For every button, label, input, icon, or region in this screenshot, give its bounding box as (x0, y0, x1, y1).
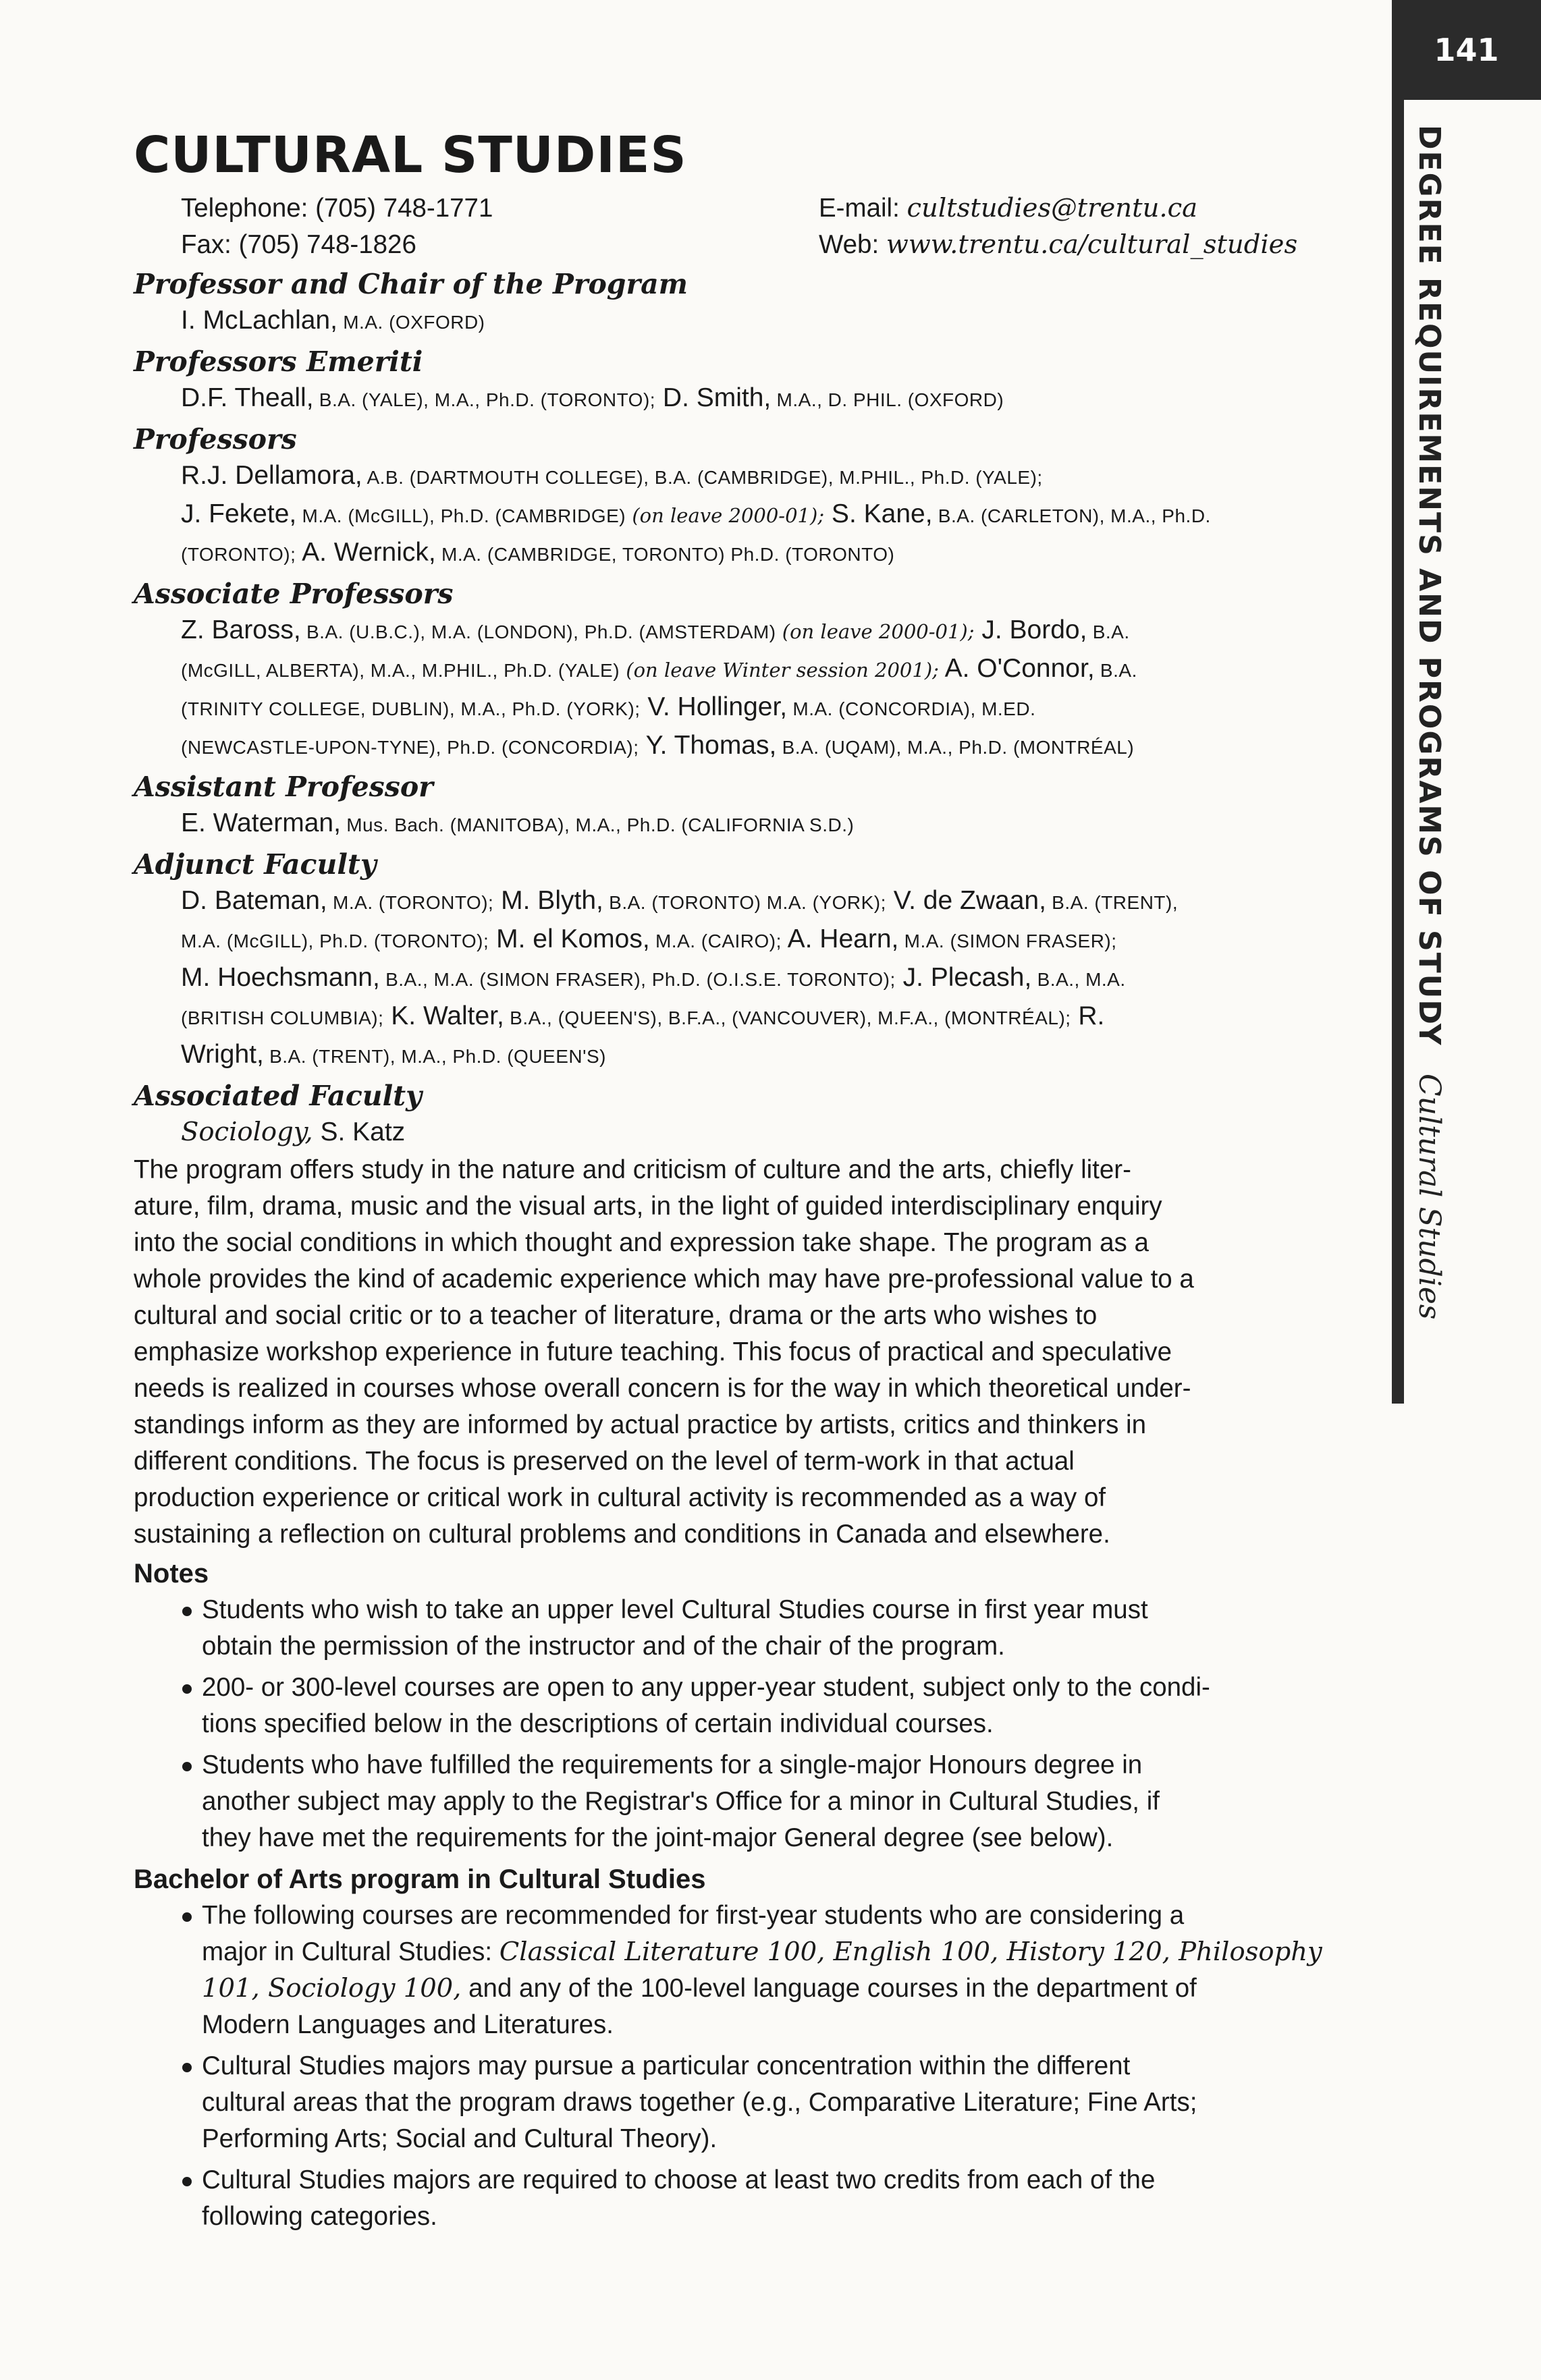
emeriti-heading: Professors Emeriti (134, 345, 423, 378)
text-line: whole provides the kind of academic experience which may have pre-professional value to a (134, 1265, 1194, 1294)
chair-list (134, 302, 1362, 341)
faculty-credentials: B.A. (UQAM), M.A., Ph.D. (MONTRÉAL) (776, 737, 1135, 758)
text-line: obtain the permission of the instructor and of the chair of the program. (202, 1632, 1005, 1661)
faculty-credentials: M.A. (CONCORDIA), M.ED. (787, 698, 1036, 719)
web-line (819, 227, 1409, 263)
faculty-credentials: M.A. (CAIRO); (649, 931, 782, 951)
email-address: cultstudies@trentu.ca (907, 193, 1198, 223)
text-run: and any of the 100-level language courses in the department of (461, 1974, 1197, 2003)
list-item (181, 1747, 1362, 1856)
faculty-credentials: B.A., (QUEEN'S), B.F.A., (VANCOUVER), M.F.A., (MONTRÉAL); (504, 1007, 1071, 1028)
leave-note: (on leave 2000-01); (776, 620, 975, 643)
faculty-line (181, 302, 1362, 341)
faculty-credentials: B.A., M.A. (1031, 969, 1126, 990)
course-list: 101, Sociology 100, (202, 1973, 462, 2003)
professors-list (134, 458, 1362, 573)
text-line: Modern Languages and Literatures. (202, 2010, 614, 2039)
faculty-name: R. (1071, 1001, 1105, 1030)
faculty-credentials: M.A. (McGILL), Ph.D. (TORONTO); (181, 931, 489, 951)
text-line: The following courses are recommended for first-year students who are considering a (202, 1901, 1185, 1930)
text-line: Cultural Studies majors are required to choose at least two credits from each of the (202, 2165, 1156, 2194)
associate-list (134, 612, 1362, 766)
tab-stripe (1392, 100, 1404, 1404)
faculty-credentials: M.A. (TORONTO); (327, 892, 494, 913)
side-tab (1392, 0, 1541, 1404)
faculty-name: Wright, (181, 1040, 264, 1069)
assistant-heading: Assistant Professor (134, 771, 433, 803)
text-line: The program offers study in the nature and criticism of culture and the arts, chiefly liter- (134, 1155, 1131, 1184)
text-line: cultural areas that the program draws together (e.g., Comparative Literature; Fine Arts; (202, 2088, 1197, 2117)
email-label: E-mail: (819, 194, 907, 223)
faculty-name: J. Bordo, (974, 615, 1087, 644)
contact-info (134, 190, 1362, 263)
faculty-credentials: M.A. (SIMON FRASER); (898, 931, 1117, 951)
faculty-credentials: M.A. (McGILL), Ph.D. (CAMBRIDGE) (296, 505, 626, 526)
faculty-credentials: M.A. (OXFORD) (337, 312, 485, 333)
web-label: Web: (819, 230, 886, 259)
faculty-credentials: M.A. (CAMBRIDGE, TORONTO) Ph.D. (TORONTO) (435, 544, 895, 565)
faculty-credentials: (McGILL, ALBERTA), M.A., M.PHIL., Ph.D. (YALE) (181, 660, 620, 681)
text-line: into the social conditions in which thought and expression take shape. The program as a (134, 1228, 1149, 1257)
course-list: Classical Literature 100, English 100, History 120, Philosophy (499, 1937, 1322, 1967)
page-title: CULTURAL STUDIES (134, 126, 687, 184)
faculty-name: Y. Thomas, (639, 731, 777, 760)
faculty-line (181, 458, 1362, 496)
text-line: another subject may apply to the Registrar's Office for a minor in Cultural Studies, if (202, 1787, 1160, 1816)
faculty-name: D. Smith, (655, 383, 772, 412)
text-line: Students who wish to take an upper level Cultural Studies course in first year must (202, 1595, 1148, 1624)
text-line: cultural and social critic or to a teacher of literature, drama or the arts who wishes to (134, 1301, 1098, 1330)
main-content (134, 121, 1362, 2240)
ba-list (134, 1898, 1362, 2235)
text-line: sustaining a reflection on cultural problems and conditions in Canada and elsewhere. (134, 1520, 1110, 1549)
faculty-credentials: B.A. (U.B.C.), M.A. (LONDON), Ph.D. (AMSTERDAM) (300, 621, 776, 642)
list-item (181, 1898, 1362, 2043)
faculty-credentials: B.A. (1094, 660, 1137, 681)
faculty-line (181, 651, 1362, 689)
emeriti-list (134, 380, 1362, 418)
faculty-name: A. Wernick, (296, 538, 436, 567)
faculty-name: I. McLachlan, (181, 306, 337, 335)
faculty-line (181, 960, 1362, 998)
faculty-credentials: B.A. (CARLETON), M.A., Ph.D. (932, 505, 1211, 526)
text-line: production experience or critical work in cultural activity is recommended as a way of (134, 1483, 1106, 1512)
associated-list (134, 1114, 1362, 1151)
text-line: they have met the requirements for the joint-major General degree (see below). (202, 1823, 1114, 1852)
faculty-credentials: B.A., M.A. (SIMON FRASER), Ph.D. (O.I.S.E. TORONTO); (379, 969, 896, 990)
text-line: Cultural Studies majors may pursue a particular concentration within the different (202, 2051, 1131, 2080)
faculty-line (181, 727, 1362, 766)
faculty-name: M. Hoechsmann, (181, 963, 380, 992)
faculty-name: V. Hollinger, (640, 692, 788, 721)
faculty-credentials: B.A. (TORONTO) M.A. (YORK); (603, 892, 886, 913)
notes-list (134, 1592, 1362, 1856)
chair-heading: Professor and Chair of the Program (134, 268, 688, 300)
faculty-name: K. Walter, (383, 1001, 504, 1030)
faculty-line (181, 1036, 1362, 1075)
text-line: standings inform as they are informed by actual practice by artists, critics and thinkers in (134, 1410, 1147, 1439)
faculty-credentials: (NEWCASTLE-UPON-TYNE), Ph.D. (CONCORDIA); (181, 737, 639, 758)
faculty-credentials: (BRITISH COLUMBIA); (181, 1007, 384, 1028)
faculty-line (181, 883, 1362, 921)
faculty-credentials: B.A. (YALE), M.A., Ph.D. (TORONTO); (313, 389, 656, 410)
faculty-credentials: B.A. (TRENT), M.A., Ph.D. (QUEEN'S) (263, 1046, 606, 1067)
faculty-name: A. O'Connor, (938, 654, 1095, 683)
assistant-list (134, 805, 1362, 843)
list-item (181, 1592, 1362, 1665)
list-item (181, 2048, 1362, 2157)
associate-heading: Associate Professors (134, 578, 454, 610)
text-line: following categories. (202, 2202, 437, 2231)
faculty-name: Z. Baross, (181, 615, 301, 644)
text-line (202, 1934, 1362, 1970)
faculty-name: E. Waterman, (181, 808, 341, 837)
faculty-line (181, 496, 1362, 534)
associated-heading: Associated Faculty (134, 1080, 422, 1112)
faculty-line (181, 1114, 1362, 1151)
notes-heading: Notes (134, 1559, 209, 1588)
email-line (819, 190, 1409, 227)
faculty-credentials: M.A., D. PHIL. (OXFORD) (771, 389, 1004, 410)
text-line (202, 1970, 1362, 2007)
faculty-name: V. de Zwaan, (886, 886, 1046, 915)
telephone: Telephone: (705) 748-1771 (181, 194, 493, 223)
faculty-name: S. Katz (313, 1117, 406, 1146)
faculty-name: M. Blyth, (493, 886, 603, 915)
web-address: www.trentu.ca/cultural_studies (886, 229, 1298, 260)
faculty-line (181, 805, 1362, 843)
faculty-name: D.F. Theall, (181, 383, 314, 412)
faculty-name: R.J. Dellamora, (181, 461, 362, 490)
leave-note: (on leave Winter session 2001); (620, 659, 939, 682)
faculty-name: J. Fekete, (181, 499, 297, 528)
faculty-credentials: (TRINITY COLLEGE, DUBLIN), M.A., Ph.D. (YORK); (181, 698, 641, 719)
adjunct-list (134, 883, 1362, 1075)
text-line: needs is realized in courses whose overall concern is for the way in which theoretical under- (134, 1374, 1191, 1403)
faculty-name: S. Kane, (824, 499, 933, 528)
faculty-credentials: A.B. (DARTMOUTH COLLEGE), B.A. (CAMBRIDGE), M.PHIL., Ph.D. (YALE); (362, 467, 1043, 488)
leave-note: (on leave 2000-01); (626, 504, 825, 527)
ba-heading: Bachelor of Arts program in Cultural Studies (134, 1864, 706, 1894)
faculty-line (181, 998, 1362, 1036)
side-tab-label (1412, 125, 1447, 1319)
professors-heading: Professors (134, 423, 297, 455)
department-name: Sociology, (181, 1117, 313, 1147)
faculty-credentials: Mus. Bach. (MANITOBA), M.A., Ph.D. (CALIFORNIA S.D.) (340, 814, 855, 835)
text-line: Students who have fulfilled the requirements for a single-major Honours degree in (202, 1750, 1143, 1779)
text-line: tions specified below in the descriptions of certain individual courses. (202, 1709, 994, 1738)
text-line: Performing Arts; Social and Cultural Theory). (202, 2124, 718, 2153)
list-item (181, 1669, 1362, 1742)
text-line: emphasize workshop experience in future teaching. This focus of practical and speculative (134, 1337, 1172, 1366)
faculty-line (181, 689, 1362, 727)
text-line: different conditions. The focus is preserved on the level of term-work in that actual (134, 1447, 1075, 1476)
faculty-line (181, 534, 1362, 573)
text-line: ature, film, drama, music and the visual arts, in the light of guided interdisciplinary enquiry (134, 1192, 1162, 1221)
faculty-credentials: (TORONTO); (181, 544, 296, 565)
page-number: 141 (1392, 0, 1541, 100)
faculty-line (181, 612, 1362, 651)
text-line: 200- or 300-level courses are open to any upper-year student, subject only to the condi- (202, 1673, 1210, 1702)
side-tab-subject: Cultural Studies (1412, 1073, 1447, 1320)
program-description (134, 1152, 1362, 1553)
adjunct-heading: Adjunct Faculty (134, 848, 377, 881)
faculty-line (181, 921, 1362, 960)
text-run: major in Cultural Studies: (202, 1937, 499, 1966)
faculty-name: M. el Komos, (489, 924, 650, 953)
faculty-credentials: B.A. (TRENT), (1046, 892, 1179, 913)
faculty-credentials: B.A. (1087, 621, 1130, 642)
list-item (181, 2162, 1362, 2235)
side-tab-section: DEGREE REQUIREMENTS AND PROGRAMS OF STUDY (1412, 125, 1447, 1047)
fax: Fax: (705) 748-1826 (181, 230, 416, 259)
faculty-name: A. Hearn, (781, 924, 899, 953)
faculty-name: J. Plecash, (895, 963, 1032, 992)
faculty-name: D. Bateman, (181, 886, 327, 915)
faculty-line (181, 380, 1362, 418)
